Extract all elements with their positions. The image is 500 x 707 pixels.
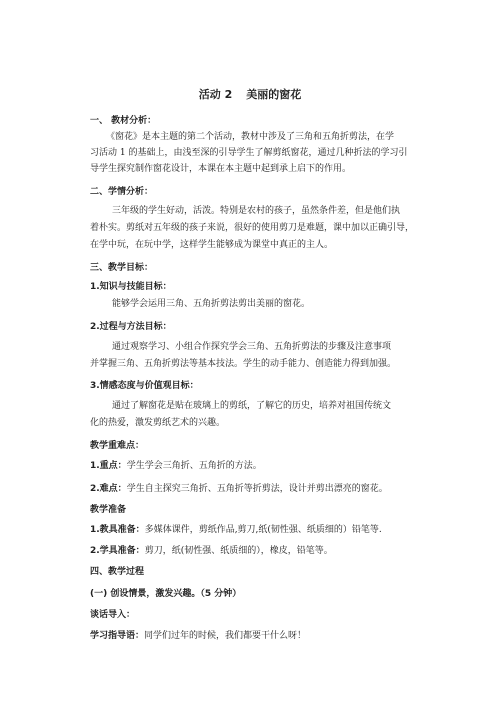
prep-text: 剪刀，纸(韧性强、纸质细的），橡皮，铅笔等。 [144, 546, 333, 556]
paragraph-line: 能够学会运用三角、五角折剪法剪出美丽的窗花。 [112, 299, 311, 309]
guide-text: 同学们过年的时候，我们都要干什么呀！ [144, 631, 307, 641]
activity-number: 活动 2 [198, 88, 233, 101]
section-heading-preparation: 教学准备 [90, 505, 127, 515]
prep-item-student [90, 545, 333, 557]
prep-label: 1.教具准备： [90, 525, 145, 535]
goal-heading-process: 2.过程与方法目标： [90, 322, 172, 332]
prep-text: 多媒体课件，剪纸作品,剪刀,纸(韧性强、纸质细的）铅笔等. [144, 525, 382, 535]
key-point-text: 学生学会三角折、五角折的方法。 [126, 461, 262, 471]
activity-title: 美丽的窗花 [246, 88, 302, 101]
goal-heading-attitude: 3.情感态度与价值观目标： [90, 381, 199, 391]
paragraph-line: 习活动 1 的基础上，由浅至深的引导学生了解剪纸窗花，通过几种折法的学习引 [90, 148, 408, 158]
paragraph-line: 化的热爱，激发剪纸艺术的兴趣。 [90, 418, 226, 428]
section-heading-students: 二、学情分析： [90, 187, 154, 197]
difficulty-label: 2.难点： [90, 484, 127, 494]
section-heading-goals: 三、教学目标： [90, 263, 154, 273]
prep-label: 2.学具准备： [90, 546, 145, 556]
difficulty-item [90, 483, 388, 495]
paragraph-line: 导学生探究制作窗花设计，本课在本主题中起到承上启下的作用。 [90, 164, 352, 174]
difficulty-text: 学生自主探究三角折、五角折等折剪法，设计并剪出漂亮的窗花。 [126, 484, 388, 494]
paragraph-line: 着朴实。剪纸对五年级的孩子来说，很好的使用剪刀是难题，课中加以正确引导， [90, 223, 415, 233]
paragraph-line: 通过观察学习、小组合作探究学会三角、五角折剪法的步骤及注意事项 [112, 342, 392, 352]
key-point-item [90, 460, 262, 472]
paragraph-line: 三年级的学生好动，活泼。特别是农村的孩子，虽然条件差，但是他们执 [112, 206, 401, 216]
guide-label: 学习指导语： [90, 631, 145, 641]
goal-heading-knowledge: 1.知识与技能目标： [90, 282, 172, 292]
section-heading-key-points: 教学重难点： [90, 441, 145, 451]
section-heading-process: 四、教学过程 [90, 567, 145, 577]
intro-label: 谈话导入： [90, 610, 136, 620]
prep-item-teacher [90, 524, 382, 536]
page-title [0, 88, 500, 102]
paragraph-line: 在学中玩，在玩中学，这样学生能够成为课堂中真正的主人。 [90, 240, 334, 250]
paragraph-line: 《窗花》是本主题的第二个活动，教材中涉及了三角和五角折剪法，在学 [106, 132, 395, 142]
paragraph-line: 并掌握三角、五角折剪法等基本技法。学生的动手能力、创造能力得到加强。 [90, 359, 397, 369]
process-step-1: (一) 创设情景，激发兴趣。（5 分钟） [90, 589, 242, 599]
section-heading-textbook: 一、 教材分析： [90, 116, 157, 126]
key-point-label: 1.重点： [90, 461, 127, 471]
paragraph-line: 通过了解窗花是贴在玻璃上的剪纸，了解它的历史，培养对祖国传统文 [112, 401, 392, 411]
guide-item [90, 630, 306, 642]
